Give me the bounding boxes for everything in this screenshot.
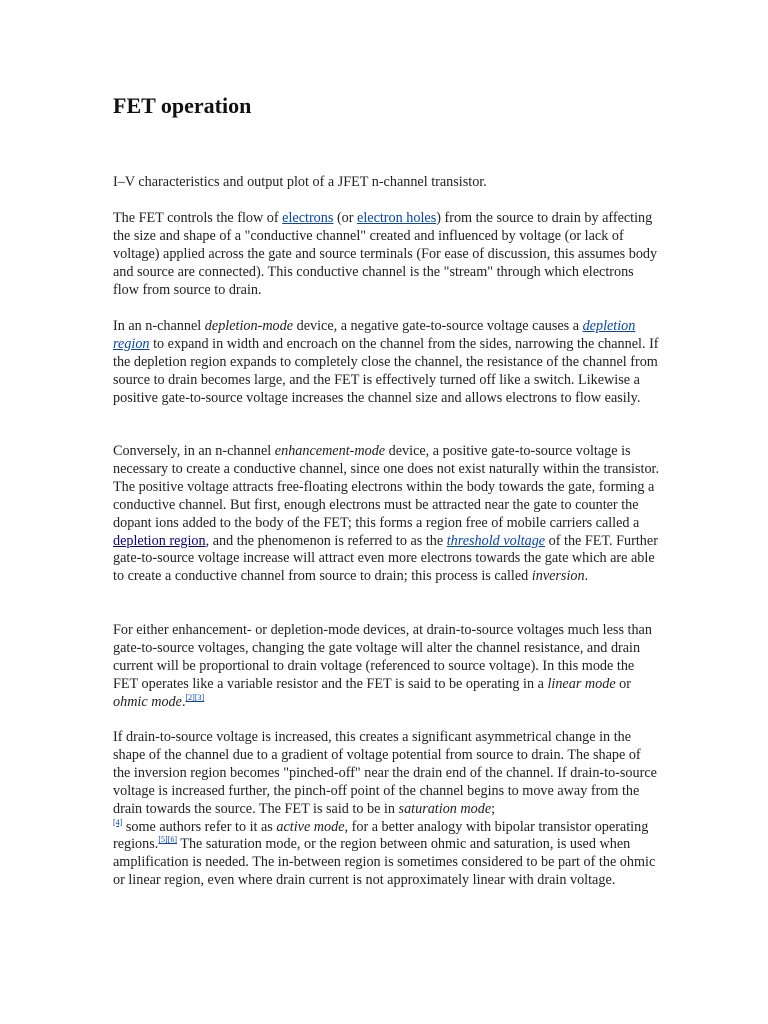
emphasis-enhancement-mode: enhancement-mode: [274, 443, 386, 459]
emphasis-inversion: inversion: [531, 568, 585, 585]
page-title: FET operation: [113, 93, 252, 118]
link-depletion-region-2[interactable]: depletion region: [113, 532, 206, 549]
text-run: The FET controls the flow of: [113, 210, 283, 226]
paragraph-linear-mode: [113, 622, 661, 712]
text-run: , for a better analogy with bipolar transistor operating regions.: [113, 818, 649, 853]
image-caption: I–V characteristics and output plot of a JFET n-channel transistor.: [113, 174, 487, 190]
text-run: (or: [333, 210, 358, 226]
reference-link-5[interactable]: [5]: [158, 835, 168, 845]
paragraph-channel-control: [113, 210, 661, 300]
link-electrons[interactable]: electrons: [282, 210, 334, 226]
paragraph-enhancement-mode: [113, 443, 661, 586]
paragraph-depletion-mode: [113, 318, 661, 408]
link-threshold-voltage-text[interactable]: threshold voltage: [446, 532, 546, 549]
reference-link-3[interactable]: [3]: [194, 692, 205, 702]
reference-link-6[interactable]: [6]: [167, 835, 177, 845]
text-run: For either enhancement- or depletion-mode devices, at drain-to-source voltages much less than gate-to-source voltages, changing the gate voltage will alter the channel resistance, and drain current will be proportional to drain voltage (referenced to source voltage). In this mode the FET operates like a variable resistor and the FET is said to be operating in a: [113, 622, 652, 692]
link-threshold-voltage[interactable]: [447, 533, 545, 549]
emphasis-saturation-mode: saturation mode: [398, 800, 492, 817]
reference-group: [186, 693, 205, 702]
text-run: ) from the source to drain by affecting the size and shape of a "conductive channel" created and influenced by voltage (or lack of voltage) applied across the gate and source terminals (For ease of discussion, this assumes body and source are connected). This conductive channel is the "stream" through which electrons flow from source to drain.: [113, 210, 658, 298]
text-run: of the FET. Further gate-to-source voltage increase will attract even more electrons towards the gate which are able to create a conductive channel from source to drain; this process is called: [113, 532, 658, 585]
emphasis-depletion-mode: depletion-mode: [204, 318, 294, 334]
text-run: , and the phenomenon is referred to as the: [205, 532, 447, 549]
paragraph-saturation-mode: [113, 729, 661, 890]
text-run: If drain-to-source voltage is increased, this creates a significant asymmetrical change in the shape of the channel due to a gradient of voltage potential from source to drain. The shape of the inversion region becomes "pinched-off" near the drain end of the channel. If drain-to-source voltage is increased further, the pinch-off point of the channel begins to move away from the drain towards the source. The FET is said to be in: [113, 729, 657, 817]
reference-link-2[interactable]: [2]: [185, 692, 195, 702]
text-run: some authors refer to it as: [122, 818, 277, 835]
text-run: device, a positive gate-to-source voltage is necessary to create a conductive channel, since one does not exist naturally within the transistor. The positive voltage attracts free-floating electrons within the body towards the gate, forming a conductive channel. But first, enough electrons must be attracted near the gate to counter the dopant ions added to the body of the FET; this forms a region free of mobile carriers called a: [113, 443, 660, 531]
reference-group: [158, 835, 177, 844]
emphasis-ohmic-mode: ohmic mode: [113, 693, 182, 710]
text-run: or: [615, 675, 631, 692]
text-run: .: [181, 693, 186, 710]
text-run: to expand in width and encroach on the channel from the sides, narrowing the channel. If the depletion region expands to completely close the channel, the resistance of the channel from source to drain becomes large, and the FET is effectively turned off like a switch. Likewise a positive gate-to-source voltage increases the channel size and allows electrons to flow easily.: [113, 335, 659, 406]
text-run: In an n-channel: [113, 318, 205, 334]
emphasis-active-mode: active mode: [276, 818, 345, 835]
link-electron-holes[interactable]: electron holes: [357, 210, 437, 226]
text-run: Conversely, in an n-channel: [113, 443, 275, 459]
text-run: The saturation mode, or the region between ohmic and saturation, is used when amplification is needed. The in-between region is sometimes considered to be part of the ohmic or linear region, even where drain current is not approximately linear with drain voltage.: [113, 836, 656, 889]
emphasis-linear-mode: linear mode: [547, 675, 616, 692]
text-run: ;: [491, 800, 496, 817]
reference-link-4[interactable]: [4]: [113, 817, 123, 827]
text-run: .: [584, 568, 589, 585]
reference-group: [113, 818, 122, 827]
text-run: device, a negative gate-to-source voltage causes a: [293, 318, 583, 334]
link-depletion-region-text[interactable]: depletion region: [113, 318, 636, 352]
